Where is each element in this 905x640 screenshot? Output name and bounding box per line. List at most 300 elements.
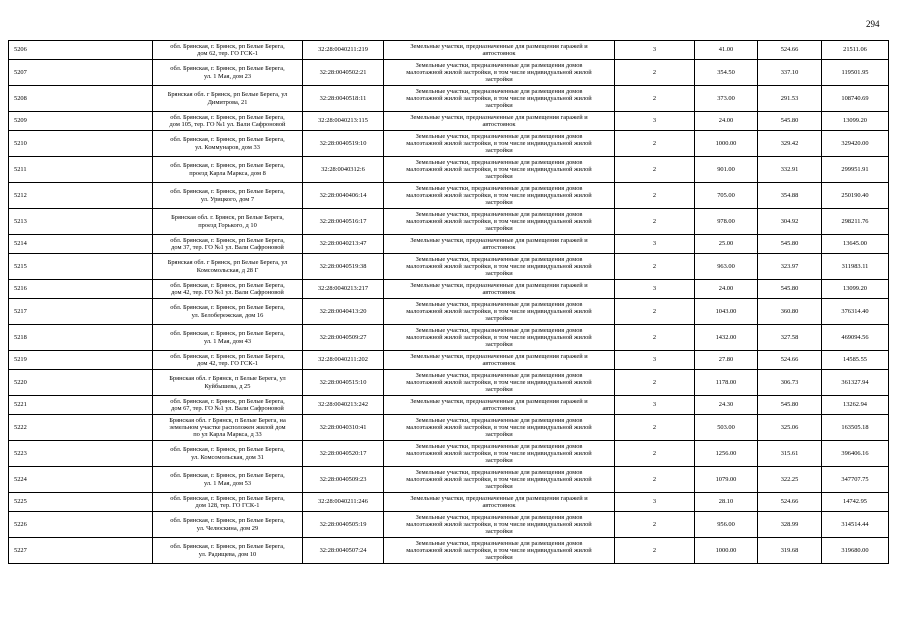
specific-value: 337.10 [758,60,822,86]
land-use-description-line: малоэтажной жилой застройки, в том числе индивидуальной жилой [406,475,592,483]
cadastral-number: 32:28:0040213:115 [303,112,384,131]
group-code: 3 [615,280,695,299]
land-use-description-line: Земельные участки, предназначенные для размещения домов [415,442,583,450]
land-use-description-line: малоэтажной жилой застройки, в том числе индивидуальной жилой [406,139,592,147]
table-row [9,280,889,299]
land-use-description-line: Земельные участки, предназначенные для размещения домов [415,184,583,192]
land-use-description [384,254,615,280]
cadastral-value: 298211.76 [822,209,889,235]
land-use-description-line: застройки [485,386,513,394]
land-use-description [384,538,615,564]
address-cell-line: Комсомольская, д 28 Г [196,266,259,274]
address-cell-line: обл. Брянская, г. Брянск, рп Белые Берега, [170,494,285,502]
land-use-description-line: Земельные участки, предназначенные для размещения домов [415,61,583,69]
row-number: 5219 [9,351,153,370]
land-use-description-line: застройки [485,483,513,491]
specific-value: 545.80 [758,235,822,254]
address-cell [153,86,303,112]
land-use-description [384,131,615,157]
address-cell [153,157,303,183]
cadastral-value: 250190.40 [822,183,889,209]
land-use-description-line: автостоянок [482,50,516,57]
specific-value: 524.66 [758,351,822,370]
specific-value: 332.91 [758,157,822,183]
address-cell-line: дом 105, тер. ГО №1 ул. Вали Сафроновой [169,121,286,128]
area-value: 503.00 [695,415,758,441]
cadastral-value: 329420.00 [822,131,889,157]
specific-value: 325.06 [758,415,822,441]
land-use-description-line: застройки [485,528,513,536]
land-use-description-line: застройки [485,225,513,233]
land-use-description [384,60,615,86]
cadastral-value: 13262.94 [822,396,889,415]
land-use-description-line: автостоянок [482,405,516,412]
group-code: 2 [615,299,695,325]
table-body [9,41,889,564]
area-value: 25.00 [695,235,758,254]
table-row [9,183,889,209]
cadastral-number: 32:28:0040211:219 [303,41,384,60]
land-use-description [384,467,615,493]
address-cell-line: обл. Брянская, г. Брянск, рп Белые Берега, [170,281,285,289]
table-row [9,538,889,564]
land-use-description-line: Земельные участки, предназначенные для размещения гаражей и [410,42,588,50]
cadastral-value: 14585.55 [822,351,889,370]
group-code: 3 [615,351,695,370]
cadastral-number: 32:28:0040312:6 [303,157,384,183]
land-use-description-line: застройки [485,554,513,562]
address-cell-line: проезд Горького, д 10 [198,221,257,229]
area-value: 24.00 [695,280,758,299]
row-number: 5218 [9,325,153,351]
land-use-description-line: Земельные участки, предназначенные для размещения домов [415,132,583,140]
area-value: 27.80 [695,351,758,370]
cadastral-number: 32:28:0040502:21 [303,60,384,86]
table-row [9,370,889,396]
land-use-description [384,396,615,415]
land-use-description-line: Земельные участки, предназначенные для размещения домов [415,255,583,263]
area-value: 901.00 [695,157,758,183]
table-row [9,493,889,512]
group-code: 2 [615,131,695,157]
specific-value: 306.73 [758,370,822,396]
row-number: 5208 [9,86,153,112]
land-use-description-line: застройки [485,199,513,207]
land-use-description-line: Земельные участки, предназначенные для размещения домов [415,300,583,308]
land-use-description-line: малоэтажной жилой застройки, в том числе индивидуальной жилой [406,165,592,173]
cadastral-number: 32:28:0040211:246 [303,493,384,512]
address-cell [153,396,303,415]
row-number: 5224 [9,467,153,493]
address-cell-line: обл. Брянская, г. Брянск, рп Белые Берега, [170,65,285,73]
address-cell-line: ул. 1 Мая, дом 23 [203,72,252,80]
address-cell-line: дом 62, тер. ГО ГСК-1 [197,50,258,57]
table-row [9,512,889,538]
land-use-description-line: Земельные участки, предназначенные для размещения домов [415,468,583,476]
table-row [9,157,889,183]
address-cell [153,235,303,254]
address-cell-line: обл. Брянская, г. Брянск, рп Белые Берега, [170,113,285,121]
address-cell-line: ул. Радищева, дом 10 [198,550,257,558]
land-use-description-line: Земельные участки, предназначенные для размещения гаражей и [410,236,588,244]
land-use-description-line: Земельные участки, предназначенные для размещения гаражей и [410,113,588,121]
land-use-description [384,235,615,254]
address-cell-line: ул. 1 Мая, дом 43 [203,337,252,345]
land-use-description-line: малоэтажной жилой застройки, в том числе индивидуальной жилой [406,333,592,341]
group-code: 2 [615,325,695,351]
group-code: 3 [615,235,695,254]
land-use-description-line: автостоянок [482,244,516,251]
address-cell-line: по ул Карла Маркса, д 33 [193,431,262,439]
specific-value: 524.66 [758,493,822,512]
land-use-description-line: малоэтажной жилой застройки, в том числе индивидуальной жилой [406,546,592,554]
cadastral-value: 13645.00 [822,235,889,254]
cadastral-number: 32:28:0040519:38 [303,254,384,280]
address-cell-line: ул. Челюскина, дом 29 [196,524,259,532]
cadastral-value: 13099.20 [822,280,889,299]
land-use-description [384,325,615,351]
address-cell [153,325,303,351]
group-code: 3 [615,41,695,60]
address-cell-line: обл. Брянская, г. Брянск, рп Белые Берега, [170,397,285,405]
group-code: 2 [615,183,695,209]
group-code: 2 [615,538,695,564]
table-row [9,235,889,254]
land-use-description-line: малоэтажной жилой застройки, в том числе индивидуальной жилой [406,520,592,528]
area-value: 1000.00 [695,131,758,157]
land-use-description [384,280,615,299]
area-value: 1079.00 [695,467,758,493]
group-code: 3 [615,112,695,131]
address-cell [153,441,303,467]
land-use-description [384,183,615,209]
land-use-description-line: Земельные участки, предназначенные для размещения гаражей и [410,281,588,289]
land-use-description-line: малоэтажной жилой застройки, в том числе индивидуальной жилой [406,94,592,102]
land-use-description-line: автостоянок [482,502,516,509]
specific-value: 291.53 [758,86,822,112]
land-use-description-line: застройки [485,147,513,155]
land-use-description-line: автостоянок [482,360,516,367]
address-cell-line: дом 42, тер. ГО ГСК-1 [197,360,258,367]
group-code: 2 [615,415,695,441]
group-code: 2 [615,512,695,538]
address-cell-line: обл. Брянская, г. Брянск, рп Белые Берега, [170,330,285,338]
address-cell-line: обл. Брянская, г. Брянск, рп Белые Берега, [170,543,285,551]
table-row [9,41,889,60]
area-value: 978.00 [695,209,758,235]
specific-value: 304.92 [758,209,822,235]
table-row [9,209,889,235]
land-use-description-line: автостоянок [482,289,516,296]
group-code: 2 [615,441,695,467]
land-use-description [384,512,615,538]
row-number: 5206 [9,41,153,60]
row-number: 5210 [9,131,153,157]
group-code: 2 [615,60,695,86]
address-cell-line: Брянская обл. г Брянск, п Белые Берега, на [169,416,286,424]
cadastral-number: 32:28:0040213:242 [303,396,384,415]
address-cell-line: обл. Брянская, г. Брянск, рп Белые Берега, [170,352,285,360]
address-cell-line: обл. Брянская, г. Брянск, рп Белые Берега, [170,136,285,144]
address-cell [153,183,303,209]
row-number: 5221 [9,396,153,415]
row-number: 5212 [9,183,153,209]
land-use-description-line: Земельные участки, предназначенные для размещения домов [415,371,583,379]
address-cell-line: Куйбышева, д 25 [204,382,251,390]
address-cell-line: обл. Брянская, г. Брянск, рп Белые Берега, [170,304,285,312]
cadastral-number: 32:28:0040519:10 [303,131,384,157]
cadastral-value: 108740.69 [822,86,889,112]
land-use-description-line: Земельные участки, предназначенные для размещения домов [415,326,583,334]
specific-value: 328.99 [758,512,822,538]
area-value: 1000.00 [695,538,758,564]
group-code: 2 [615,209,695,235]
land-use-description-line: застройки [485,102,513,110]
address-cell-line: дом 42, тер. ГО №1 ул. Вали Сафроновой [171,289,284,296]
specific-value: 545.80 [758,280,822,299]
address-cell-line: обл. Брянская, г. Брянск, рп Белые Берега, [170,517,285,525]
specific-value: 329.42 [758,131,822,157]
address-cell-line: обл. Брянская, г. Брянск, рп Белые Берега, [170,162,285,170]
cadastral-number: 32:28:0040213:47 [303,235,384,254]
address-cell-line: Брянская обл. г Брянск, рп Белые Берега, ул [167,91,288,99]
row-number: 5220 [9,370,153,396]
area-value: 956.00 [695,512,758,538]
group-code: 2 [615,157,695,183]
table-row [9,325,889,351]
cadastral-number: 32:28:0040516:17 [303,209,384,235]
table-row [9,467,889,493]
address-cell-line: ул. Белобережская, дом 16 [191,311,264,319]
address-cell [153,60,303,86]
row-number: 5227 [9,538,153,564]
area-value: 373.00 [695,86,758,112]
row-number: 5216 [9,280,153,299]
table-row [9,351,889,370]
land-use-description-line: Земельные участки, предназначенные для размещения гаражей и [410,397,588,405]
area-value: 24.00 [695,112,758,131]
row-number: 5209 [9,112,153,131]
land-use-description-line: Земельные участки, предназначенные для размещения домов [415,158,583,166]
address-cell-line: обл. Брянская, г. Брянск, рп Белые Берега, [170,236,285,244]
cadastral-value: 319680.00 [822,538,889,564]
cadastral-number: 32:28:0040518:11 [303,86,384,112]
land-use-description [384,415,615,441]
address-cell [153,415,303,441]
row-number: 5226 [9,512,153,538]
land-use-description-line: застройки [485,431,513,439]
cadastral-number: 32:28:0040520:17 [303,441,384,467]
cadastral-value: 163505.18 [822,415,889,441]
land-use-description [384,41,615,60]
area-value: 1178.00 [695,370,758,396]
cadastral-value: 376314.40 [822,299,889,325]
specific-value: 545.80 [758,396,822,415]
land-use-description-line: Земельные участки, предназначенные для размещения домов [415,416,583,424]
specific-value: 354.88 [758,183,822,209]
land-use-description-line: застройки [485,76,513,84]
group-code: 3 [615,396,695,415]
address-cell-line: ул. Комсомольская, дом 31 [191,453,264,461]
cadastral-value: 21511.06 [822,41,889,60]
row-number: 5225 [9,493,153,512]
area-value: 28.10 [695,493,758,512]
land-use-description [384,112,615,131]
address-cell-line: обл. Брянская, г. Брянск, рп Белые Берега, [170,188,285,196]
table-row [9,441,889,467]
area-value: 1432.00 [695,325,758,351]
page-number: 294 [866,19,880,29]
table-row [9,415,889,441]
table-row [9,86,889,112]
address-cell-line: земельном участке расположен жилой дом [169,423,286,431]
area-value: 705.00 [695,183,758,209]
specific-value: 322.25 [758,467,822,493]
area-value: 1043.00 [695,299,758,325]
specific-value: 319.68 [758,538,822,564]
address-cell-line: Брянская обл. г Брянск, рп Белые Берега, ул [167,259,288,267]
land-use-description [384,86,615,112]
table-row [9,299,889,325]
cadastral-number: 32:28:0040505:19 [303,512,384,538]
address-cell-line: ул. 1 Мая, дом 53 [203,479,252,487]
land-use-description-line: Земельные участки, предназначенные для размещения домов [415,539,583,547]
cadastral-value: 347707.75 [822,467,889,493]
address-cell-line: ул. Коммунаров, дом 33 [195,143,260,151]
address-cell [153,512,303,538]
land-use-description-line: малоэтажной жилой застройки, в том числе индивидуальной жилой [406,191,592,199]
cadastral-number: 32:28:0040509:23 [303,467,384,493]
cadastral-value: 14742.95 [822,493,889,512]
land-use-description-line: Земельные участки, предназначенные для размещения гаражей и [410,494,588,502]
land-use-description-line: малоэтажной жилой застройки, в том числе индивидуальной жилой [406,262,592,270]
address-cell-line: дом 67, тер. ГО №1 ул. Вали Сафроновой [171,405,284,412]
row-number: 5211 [9,157,153,183]
row-number: 5214 [9,235,153,254]
group-code: 2 [615,370,695,396]
land-use-description-line: застройки [485,341,513,349]
table-row [9,112,889,131]
address-cell [153,280,303,299]
address-cell [153,299,303,325]
cadastral-value-table [8,40,889,564]
table-row [9,60,889,86]
group-code: 2 [615,467,695,493]
specific-value: 545.80 [758,112,822,131]
cadastral-value: 396406.16 [822,441,889,467]
row-number: 5213 [9,209,153,235]
specific-value: 327.58 [758,325,822,351]
specific-value: 524.66 [758,41,822,60]
address-cell-line: обл. Брянская, г. Брянск, рп Белые Берега, [170,446,285,454]
land-use-description-line: малоэтажной жилой застройки, в том числе индивидуальной жилой [406,307,592,315]
land-use-description-line: Земельные участки, предназначенные для размещения домов [415,513,583,521]
group-code: 2 [615,254,695,280]
land-use-description-line: автостоянок [482,121,516,128]
land-use-description [384,370,615,396]
land-use-description-line: малоэтажной жилой застройки, в том числе индивидуальной жилой [406,68,592,76]
address-cell-line: проезд Карла Маркса, дом 8 [189,169,266,177]
cadastral-number: 32:28:0040213:217 [303,280,384,299]
address-cell-line: Брянская обл. г Брянск, п Белые Берега, ул [169,375,286,383]
table-row [9,254,889,280]
land-use-description [384,299,615,325]
address-cell [153,538,303,564]
cadastral-number: 32:28:0040406:14 [303,183,384,209]
address-cell [153,41,303,60]
area-value: 41.00 [695,41,758,60]
land-use-description [384,493,615,512]
land-use-description-line: застройки [485,315,513,323]
address-cell-line: дом 37, тер. ГО №1 ул. Вали Сафроновой [171,244,284,251]
land-use-description [384,157,615,183]
land-use-description-line: застройки [485,173,513,181]
specific-value: 315.61 [758,441,822,467]
land-use-description-line: малоэтажной жилой застройки, в том числе индивидуальной жилой [406,449,592,457]
land-use-description [384,351,615,370]
land-use-description-line: Земельные участки, предназначенные для размещения домов [415,87,583,95]
area-value: 354.50 [695,60,758,86]
table-row [9,131,889,157]
area-value: 1256.00 [695,441,758,467]
land-use-description-line: Земельные участки, предназначенные для размещения домов [415,210,583,218]
group-code: 3 [615,493,695,512]
row-number: 5207 [9,60,153,86]
address-cell-line: обл. Брянская, г. Брянск, рп Белые Берега, [170,472,285,480]
row-number: 5215 [9,254,153,280]
specific-value: 323.97 [758,254,822,280]
cadastral-number: 32:28:0040310:41 [303,415,384,441]
cadastral-value: 361327.94 [822,370,889,396]
address-cell [153,254,303,280]
address-cell-line: Брянская обл. г. Брянск, рп Белые Берега, [171,214,284,222]
address-cell [153,351,303,370]
address-cell [153,209,303,235]
land-use-description-line: застройки [485,457,513,465]
cadastral-value: 13099.20 [822,112,889,131]
area-value: 24.30 [695,396,758,415]
land-use-description [384,441,615,467]
cadastral-value: 311983.11 [822,254,889,280]
land-use-description-line: Земельные участки, предназначенные для размещения гаражей и [410,352,588,360]
land-use-description [384,209,615,235]
land-use-description-line: малоэтажной жилой застройки, в том числе индивидуальной жилой [406,378,592,386]
cadastral-value: 119501.95 [822,60,889,86]
row-number: 5222 [9,415,153,441]
address-cell [153,370,303,396]
cadastral-value: 469094.56 [822,325,889,351]
land-use-description-line: застройки [485,270,513,278]
cadastral-number: 32:28:0040211:202 [303,351,384,370]
address-cell-line: обл. Брянская, г. Брянск, рп Белые Берега, [170,42,285,50]
address-cell-line: дом 128, тер. ГО ГСК-1 [195,502,260,509]
cadastral-number: 32:28:0040509:27 [303,325,384,351]
address-cell [153,467,303,493]
area-value: 963.00 [695,254,758,280]
cadastral-value: 314514.44 [822,512,889,538]
land-use-description-line: малоэтажной жилой застройки, в том числе индивидуальной жилой [406,423,592,431]
table-row [9,396,889,415]
address-cell [153,131,303,157]
row-number: 5217 [9,299,153,325]
cadastral-value: 299951.91 [822,157,889,183]
address-cell-line: Димитрова, 21 [207,98,248,106]
land-use-description-line: малоэтажной жилой застройки, в том числе индивидуальной жилой [406,217,592,225]
address-cell [153,112,303,131]
address-cell [153,493,303,512]
cadastral-number: 32:28:0040507:24 [303,538,384,564]
cadastral-number: 32:28:0040515:10 [303,370,384,396]
